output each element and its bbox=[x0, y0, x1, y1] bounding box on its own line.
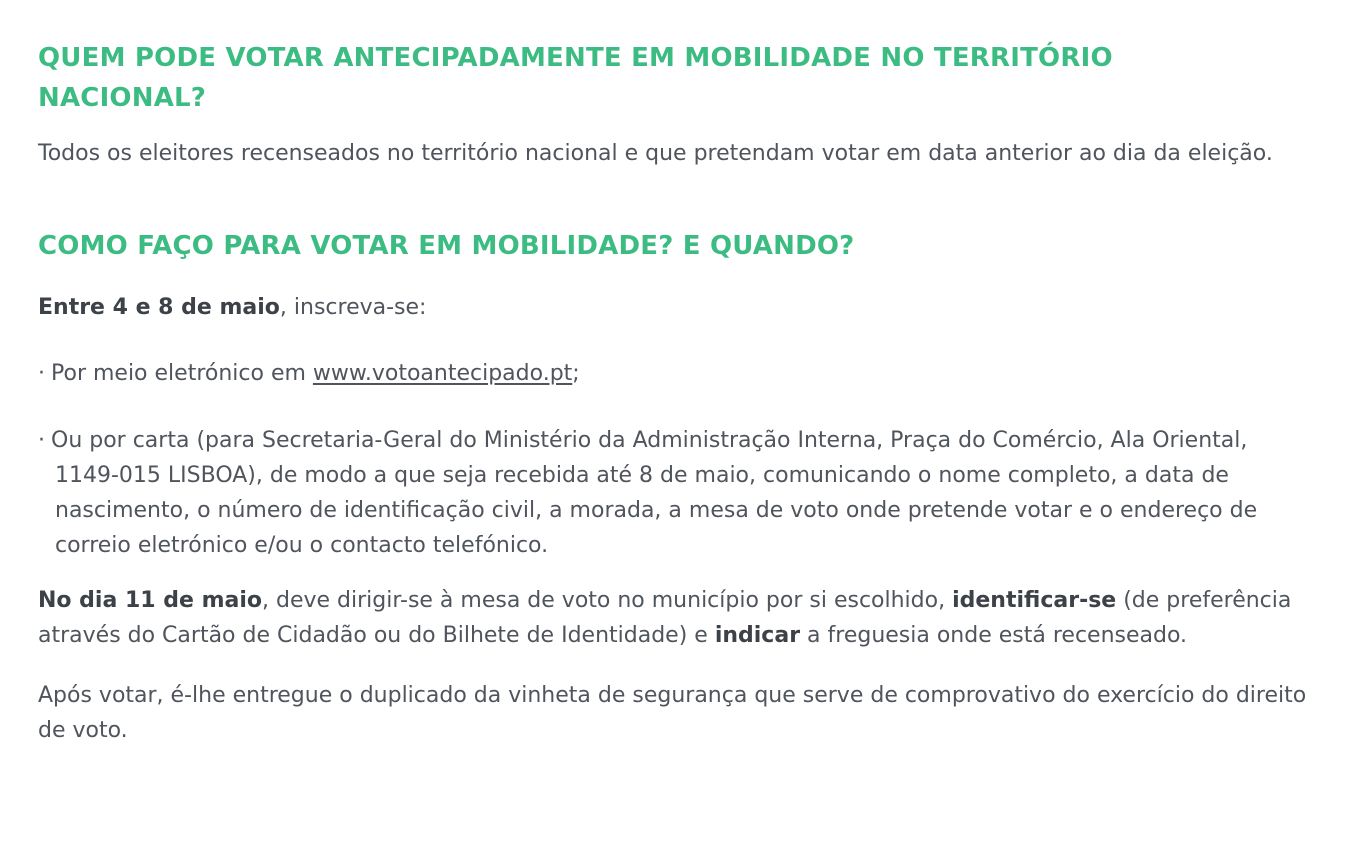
voting-day-bold: No dia 11 de maio bbox=[38, 588, 263, 613]
mail-registration-text: Ou por carta (para Secretaria-Geral do Ministério da Administração Interna, Praça do Comércio, Ala Oriental, 1149-015 LISBOA), de modo a que seja recebida até 8 de maio, comunicando o nome completo, a data de nascimento, o número de identificação civil, a morada, a mesa de voto onde pretende votar e o endereço de correio eletrónico e/ou o contacto telefónico. bbox=[51, 428, 1258, 558]
voting-day-text-1: , deve dirigir-se à mesa de voto no município por si escolhido, bbox=[262, 588, 953, 613]
paragraph-proof-of-vote: Após votar, é-lhe entregue o duplicado da vinheta de segurança que serve de comprovativo do exercício do direito de voto. bbox=[38, 683, 1307, 743]
heading-how-to-vote: COMO FAÇO PARA VOTAR EM MOBILIDADE? E QUANDO? bbox=[38, 231, 855, 261]
online-registration-text: Por meio eletrónico em bbox=[51, 361, 313, 386]
bullet-dot-icon: · bbox=[38, 428, 45, 453]
paragraph-voting-day bbox=[38, 583, 1314, 653]
registration-dates-bold: Entre 4 e 8 de maio bbox=[38, 295, 280, 320]
bullet-dot-icon: · bbox=[38, 361, 45, 386]
indicate-bold: indicar bbox=[714, 623, 801, 648]
bullet-online-registration bbox=[38, 356, 1314, 391]
voting-day-text-2: (de preferência através do Cartão de Cidadão ou do Bilhete de Identidade) e bbox=[38, 588, 1292, 648]
heading-who-can-vote: QUEM PODE VOTAR ANTECIPADAMENTE EM MOBILIDADE NO TERRITÓRIO NACIONAL? bbox=[38, 43, 1113, 113]
paragraph-eligibility: Todos os eleitores recenseados no território nacional e que pretendam votar em data anterior ao dia da eleição. bbox=[38, 141, 1273, 166]
identify-bold: identificar-se bbox=[952, 588, 1117, 613]
online-registration-suffix: ; bbox=[572, 361, 580, 386]
voting-day-text-3: a freguesia onde está recenseado. bbox=[800, 623, 1188, 648]
votoantecipado-link[interactable]: www.votoantecipado.pt bbox=[312, 361, 573, 386]
paragraph-registration-period bbox=[38, 290, 1314, 325]
registration-instruction-text: , inscreva-se: bbox=[279, 295, 427, 320]
bullet-mail-registration bbox=[38, 423, 1314, 563]
